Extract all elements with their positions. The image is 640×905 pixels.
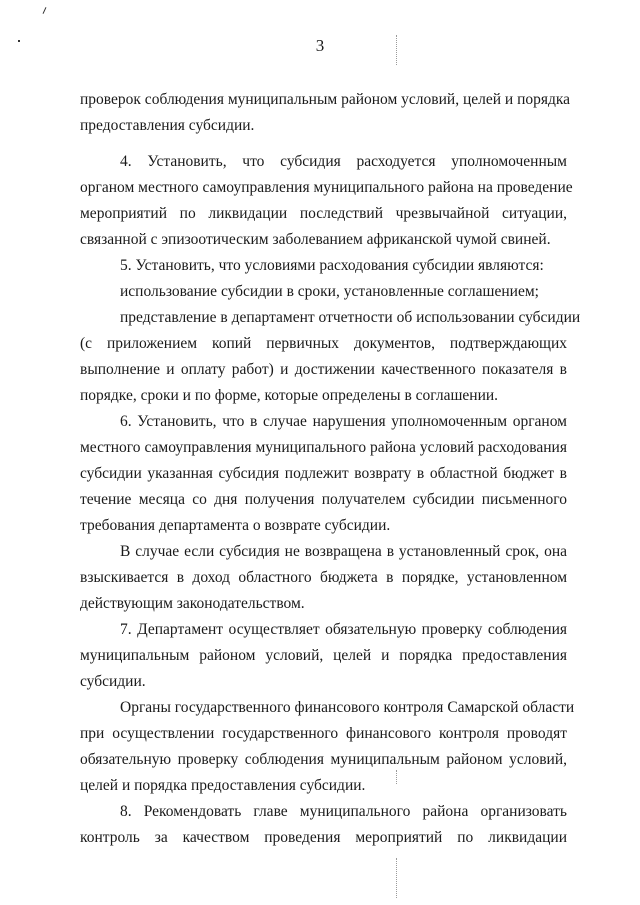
paragraph-6 bbox=[80, 409, 567, 539]
text-line: Органы государственного финансового контроля Самарской области bbox=[120, 699, 575, 716]
text-line: представление в департамент отчетности об использовании субсидии bbox=[120, 309, 581, 326]
text-line: обязательную проверку соблюдения муниципальным районом условий, bbox=[80, 751, 567, 768]
text-line: при осуществлении государственного финансового контроля проводят bbox=[80, 725, 567, 742]
text-line: проверок соблюдения муниципальным районом условий, целей и порядка bbox=[80, 91, 571, 108]
scan-dotted-line bbox=[396, 858, 398, 898]
text-line: выполнение и оплату работ) и достижении качественного показателя в bbox=[80, 361, 567, 378]
text-line: действующим законодательством. bbox=[80, 595, 305, 612]
text-line: 5. Установить, что условиями расходования субсидии являются: bbox=[120, 257, 544, 274]
text-line: мероприятий по ликвидации последствий чрезвычайной ситуации, bbox=[80, 205, 567, 222]
paragraph-8 bbox=[80, 799, 567, 851]
paragraph-6-continuation bbox=[80, 539, 567, 617]
paragraph-4 bbox=[80, 149, 573, 253]
text-line: 6. Установить, что в случае нарушения уполномоченным органом bbox=[120, 413, 567, 430]
paragraph-5-item-1 bbox=[80, 279, 567, 305]
text-line: контроль за качеством проведения мероприятий по ликвидации bbox=[80, 829, 567, 846]
scan-mark-slash bbox=[43, 7, 47, 14]
text-line: (с приложением копий первичных документов, подтверждающих bbox=[80, 335, 567, 352]
text-line: порядке, сроки и по форме, которые определены в соглашении. bbox=[80, 387, 499, 404]
paragraph-7 bbox=[80, 617, 567, 695]
text-line: 8. Рекомендовать главе муниципального района организовать bbox=[120, 803, 567, 820]
text-line: муниципальным районом условий, целей и порядка предоставления bbox=[80, 647, 567, 664]
text-line: использование субсидии в сроки, установленные соглашением; bbox=[120, 283, 539, 300]
text-line: течение месяца со дня получения получателем субсидии письменного bbox=[80, 491, 567, 508]
text-line: субсидии. bbox=[80, 673, 146, 690]
text-line: целей и порядка предоставления субсидии. bbox=[80, 777, 366, 794]
page-number: 3 bbox=[315, 36, 325, 55]
text-line: 4. Установить, что субсидия расходуется уполномоченным bbox=[120, 153, 567, 170]
text-line: предоставления субсидии. bbox=[80, 117, 255, 134]
document-body bbox=[80, 87, 581, 851]
text-line: взыскивается в доход областного бюджета в порядке, установленном bbox=[80, 569, 567, 586]
text-line: 7. Департамент осуществляет обязательную проверку соблюдения bbox=[120, 621, 567, 638]
text-line: местного самоуправления муниципального района условий расходования bbox=[80, 439, 567, 456]
paragraph-7-continuation bbox=[80, 695, 575, 799]
paragraph-5-item-2 bbox=[80, 305, 581, 409]
text-line: связанной с эпизоотическим заболеванием африканской чумой свиней. bbox=[80, 231, 551, 248]
text-line: В случае если субсидия не возвращена в установленный срок, она bbox=[120, 543, 567, 560]
text-line: субсидии указанная субсидия подлежит возврату в областной бюджет в bbox=[80, 465, 567, 482]
paragraph-5 bbox=[80, 253, 567, 279]
paragraph bbox=[80, 87, 571, 139]
text-line: требования департамента о возврате субсидии. bbox=[80, 517, 391, 534]
text-line: органом местного самоуправления муниципального района на проведение bbox=[80, 179, 573, 196]
